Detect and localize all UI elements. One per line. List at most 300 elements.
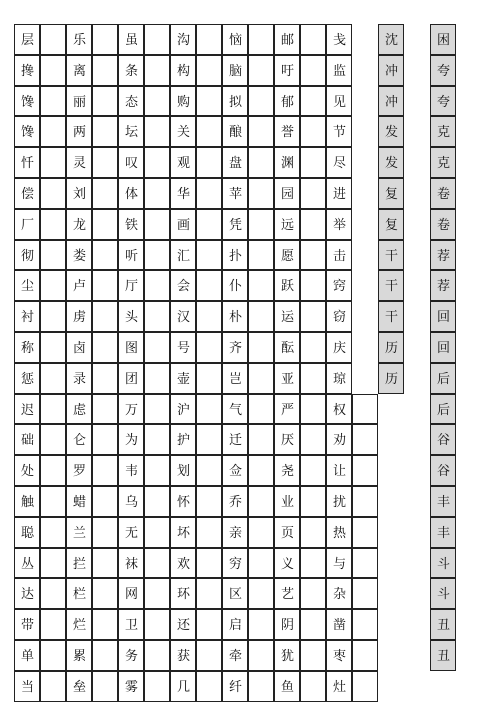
blank-cell xyxy=(196,640,222,671)
blank-cell xyxy=(40,209,66,240)
table-cell xyxy=(274,578,300,609)
blank-cell xyxy=(40,332,66,363)
cell-char: 历 xyxy=(385,341,399,356)
cell-char: 庆 xyxy=(333,341,347,356)
cell-char: 谷 xyxy=(437,433,451,449)
cell-char: 尧 xyxy=(281,464,295,480)
table-cell xyxy=(14,486,40,517)
cell-char: 拟 xyxy=(229,94,243,110)
blank-cell xyxy=(248,394,274,425)
table-cell xyxy=(14,640,40,671)
cell-char: 扑 xyxy=(229,248,243,264)
cell-char: 汇 xyxy=(177,248,191,264)
cell-char: 构 xyxy=(177,63,191,79)
cell-char: 彻 xyxy=(21,248,35,264)
blank-cell xyxy=(248,578,274,609)
cell-char: 恼 xyxy=(229,33,243,48)
table-cell xyxy=(118,209,144,240)
cell-char: 汉 xyxy=(177,310,191,326)
blank-cell xyxy=(196,609,222,640)
table-cell xyxy=(118,116,144,147)
table-cell xyxy=(118,640,144,671)
cell-char: 体 xyxy=(125,187,139,202)
table-cell xyxy=(66,394,92,425)
cell-char: 铁 xyxy=(125,217,139,233)
blank-cell xyxy=(300,640,326,671)
cell-char: 困 xyxy=(437,33,451,48)
cell-char: 环 xyxy=(177,587,191,603)
blank-cell xyxy=(248,116,274,147)
table-cell xyxy=(66,116,92,147)
blank-cell xyxy=(196,332,222,363)
cell-char: 亚 xyxy=(281,371,295,387)
blank-cell xyxy=(352,455,378,486)
cell-char: 复 xyxy=(385,217,399,233)
table-cell xyxy=(222,178,248,209)
shaded-cell xyxy=(430,24,456,55)
table-cell xyxy=(14,86,40,117)
blank-cell xyxy=(248,640,274,671)
blank-cell xyxy=(144,548,170,579)
cell-char: 愿 xyxy=(281,248,295,264)
cell-char: 尘 xyxy=(21,279,35,295)
cell-char: 窃 xyxy=(333,310,347,326)
cell-char: 韦 xyxy=(125,464,139,480)
cell-char: 丑 xyxy=(437,618,451,634)
cell-char: 坏 xyxy=(177,525,191,541)
cell-char: 头 xyxy=(125,310,139,326)
table-cell xyxy=(170,240,196,271)
table-cell xyxy=(222,86,248,117)
cell-char: 万 xyxy=(125,402,139,418)
cell-char: 蜡 xyxy=(73,495,87,510)
cell-char: 搀 xyxy=(21,63,35,79)
table-cell xyxy=(274,55,300,86)
table-cell xyxy=(66,24,92,55)
table-cell xyxy=(14,147,40,178)
cell-char: 干 xyxy=(385,310,399,326)
table-cell xyxy=(66,424,92,455)
blank-cell xyxy=(300,332,326,363)
cell-char: 沪 xyxy=(177,402,191,418)
table-cell xyxy=(14,609,40,640)
table-cell xyxy=(170,55,196,86)
cell-char: 邮 xyxy=(281,33,295,48)
table-cell xyxy=(326,240,352,271)
table-cell xyxy=(66,609,92,640)
cell-char: 刘 xyxy=(73,187,87,202)
blank-cell xyxy=(144,332,170,363)
blank-cell xyxy=(40,640,66,671)
table-cell xyxy=(66,640,92,671)
cell-char: 酝 xyxy=(281,341,295,356)
cell-char: 偿 xyxy=(21,187,35,202)
cell-char: 义 xyxy=(281,556,295,572)
table-cell xyxy=(222,116,248,147)
cell-char: 丛 xyxy=(21,556,35,572)
blank-cell xyxy=(352,424,378,455)
table-cell xyxy=(170,671,196,702)
cell-char: 卫 xyxy=(125,618,139,634)
blank-cell xyxy=(40,147,66,178)
cell-char: 丑 xyxy=(437,649,451,664)
table-cell xyxy=(222,301,248,332)
table-cell xyxy=(222,209,248,240)
table-cell xyxy=(66,55,92,86)
cell-char: 会 xyxy=(177,279,191,295)
cell-char: 斗 xyxy=(437,587,451,603)
cell-char: 达 xyxy=(21,587,35,603)
shaded-cell xyxy=(430,424,456,455)
blank-cell xyxy=(300,455,326,486)
cell-char: 凿 xyxy=(333,618,347,634)
table-cell xyxy=(118,363,144,394)
blank-cell xyxy=(144,178,170,209)
table-cell xyxy=(326,609,352,640)
table-cell xyxy=(222,640,248,671)
table-cell xyxy=(118,455,144,486)
blank-cell xyxy=(144,363,170,394)
blank-cell xyxy=(196,394,222,425)
blank-cell xyxy=(248,178,274,209)
blank-cell xyxy=(196,178,222,209)
table-cell xyxy=(222,240,248,271)
blank-cell xyxy=(144,671,170,702)
table-cell xyxy=(326,640,352,671)
cell-char: 聪 xyxy=(21,525,35,541)
shaded-cell xyxy=(378,209,404,240)
table-cell xyxy=(326,486,352,517)
cell-char: 录 xyxy=(73,371,87,387)
shaded-cell xyxy=(430,363,456,394)
cell-char: 严 xyxy=(281,402,295,418)
cell-char: 欢 xyxy=(177,556,191,572)
table-cell xyxy=(170,455,196,486)
blank-cell xyxy=(196,548,222,579)
table-cell xyxy=(222,55,248,86)
cell-char: 灵 xyxy=(73,156,87,172)
cell-char: 齐 xyxy=(229,341,243,356)
cell-char: 沈 xyxy=(385,33,399,48)
cell-char: 渊 xyxy=(281,156,295,172)
shaded-cell xyxy=(430,86,456,117)
blank-cell xyxy=(196,55,222,86)
table-cell xyxy=(14,240,40,271)
cell-char: 阴 xyxy=(281,618,295,634)
cell-char: 窍 xyxy=(333,279,347,295)
cell-char: 号 xyxy=(177,341,191,356)
cell-char: 烂 xyxy=(73,618,87,634)
blank-cell xyxy=(352,578,378,609)
table-cell xyxy=(118,332,144,363)
cell-char: 触 xyxy=(21,495,35,510)
table-cell xyxy=(14,301,40,332)
blank-cell xyxy=(92,609,118,640)
cell-char: 观 xyxy=(177,156,191,172)
cell-char: 誉 xyxy=(281,125,295,141)
cell-char: 带 xyxy=(21,618,35,634)
cell-char: 岂 xyxy=(229,371,243,387)
cell-char: 气 xyxy=(229,402,243,418)
blank-cell xyxy=(144,609,170,640)
cell-char: 朴 xyxy=(229,310,243,326)
cell-char: 称 xyxy=(21,341,35,356)
table-cell xyxy=(14,270,40,301)
blank-cell xyxy=(196,147,222,178)
cell-char: 荐 xyxy=(437,279,451,295)
blank-cell xyxy=(144,116,170,147)
blank-cell xyxy=(92,178,118,209)
blank-cell xyxy=(352,517,378,548)
cell-char: 乔 xyxy=(229,495,243,510)
table-cell xyxy=(274,116,300,147)
cell-char: 华 xyxy=(177,187,191,202)
cell-char: 仆 xyxy=(229,279,243,295)
blank-cell xyxy=(300,24,326,55)
cell-char: 袜 xyxy=(125,556,139,572)
table-cell xyxy=(66,86,92,117)
blank-cell xyxy=(196,240,222,271)
cell-char: 后 xyxy=(437,402,451,418)
table-cell xyxy=(274,86,300,117)
cell-char: 听 xyxy=(125,248,139,264)
table-cell xyxy=(222,671,248,702)
table-cell xyxy=(326,394,352,425)
cell-char: 牵 xyxy=(229,649,243,664)
cell-char: 团 xyxy=(125,371,139,387)
shaded-cell xyxy=(430,178,456,209)
cell-char: 艺 xyxy=(281,587,295,603)
cell-char: 冲 xyxy=(385,63,399,79)
blank-cell xyxy=(248,363,274,394)
cell-char: 见 xyxy=(333,94,347,110)
cell-char: 区 xyxy=(229,587,243,603)
blank-cell xyxy=(300,86,326,117)
blank-cell xyxy=(144,209,170,240)
cell-char: 运 xyxy=(281,310,295,326)
cell-char: 与 xyxy=(333,556,347,572)
blank-cell xyxy=(248,517,274,548)
table-cell xyxy=(66,270,92,301)
blank-cell xyxy=(92,332,118,363)
cell-char: 后 xyxy=(437,371,451,387)
cell-char: 酿 xyxy=(229,125,243,141)
table-cell xyxy=(222,517,248,548)
table-cell xyxy=(326,116,352,147)
shaded-cell xyxy=(430,240,456,271)
cell-char: 虏 xyxy=(73,310,87,326)
blank-cell xyxy=(196,24,222,55)
table-cell xyxy=(14,24,40,55)
table-cell xyxy=(326,86,352,117)
table-cell xyxy=(14,209,40,240)
cell-char: 枣 xyxy=(333,649,347,664)
table-cell xyxy=(326,578,352,609)
blank-cell xyxy=(248,270,274,301)
table-cell xyxy=(118,86,144,117)
blank-cell xyxy=(144,640,170,671)
cell-char: 惩 xyxy=(21,371,35,387)
cell-char: 划 xyxy=(177,464,191,480)
blank-cell xyxy=(92,548,118,579)
cell-char: 克 xyxy=(437,125,451,141)
table-cell xyxy=(274,609,300,640)
table-cell xyxy=(326,301,352,332)
blank-cell xyxy=(40,363,66,394)
cell-char: 馋 xyxy=(21,125,35,141)
cell-char: 穷 xyxy=(229,556,243,572)
cell-char: 跃 xyxy=(281,279,295,295)
table-cell xyxy=(170,363,196,394)
table-cell xyxy=(66,332,92,363)
shaded-cell xyxy=(430,147,456,178)
shaded-cell xyxy=(430,270,456,301)
blank-cell xyxy=(196,424,222,455)
table-cell xyxy=(118,424,144,455)
table-cell xyxy=(222,363,248,394)
table-cell xyxy=(222,332,248,363)
table-cell xyxy=(274,394,300,425)
cell-char: 护 xyxy=(177,433,191,449)
table-cell xyxy=(170,178,196,209)
blank-cell xyxy=(40,86,66,117)
cell-char: 谷 xyxy=(437,464,451,480)
blank-cell xyxy=(300,240,326,271)
blank-cell xyxy=(40,24,66,55)
cell-char: 灶 xyxy=(333,679,347,695)
cell-char: 热 xyxy=(333,525,347,541)
blank-cell xyxy=(248,332,274,363)
table-cell xyxy=(170,486,196,517)
cell-char: 虽 xyxy=(125,33,139,48)
blank-cell xyxy=(248,455,274,486)
blank-cell xyxy=(92,640,118,671)
table-cell xyxy=(222,24,248,55)
cell-char: 关 xyxy=(177,125,191,141)
table-cell xyxy=(14,178,40,209)
shaded-cell xyxy=(430,332,456,363)
blank-cell xyxy=(92,424,118,455)
cell-char: 业 xyxy=(281,495,295,510)
blank-cell xyxy=(40,517,66,548)
cell-char: 卷 xyxy=(437,187,451,202)
table-cell xyxy=(118,548,144,579)
table-cell xyxy=(274,332,300,363)
cell-char: 衬 xyxy=(21,310,35,326)
table-cell xyxy=(66,517,92,548)
shaded-cell xyxy=(430,55,456,86)
table-cell xyxy=(274,209,300,240)
blank-cell xyxy=(40,270,66,301)
table-cell xyxy=(170,394,196,425)
table-cell xyxy=(274,301,300,332)
cell-char: 条 xyxy=(125,63,139,79)
cell-char: 离 xyxy=(73,63,87,79)
table-cell xyxy=(274,548,300,579)
cell-char: 迁 xyxy=(229,433,243,449)
blank-cell xyxy=(92,671,118,702)
cell-char: 仑 xyxy=(73,433,87,449)
blank-cell xyxy=(248,240,274,271)
cell-char: 鱼 xyxy=(281,679,295,695)
blank-cell xyxy=(40,55,66,86)
table-cell xyxy=(66,671,92,702)
table-cell xyxy=(66,147,92,178)
cell-char: 卷 xyxy=(437,217,451,233)
blank-cell xyxy=(40,455,66,486)
cell-char: 栏 xyxy=(73,587,87,603)
table-cell xyxy=(274,455,300,486)
table-cell xyxy=(118,671,144,702)
shaded-cell xyxy=(378,147,404,178)
shaded-cell xyxy=(430,548,456,579)
shaded-cell xyxy=(430,609,456,640)
blank-cell xyxy=(196,671,222,702)
blank-cell xyxy=(300,55,326,86)
blank-cell xyxy=(40,609,66,640)
table-cell xyxy=(170,86,196,117)
table-cell xyxy=(170,424,196,455)
table-cell xyxy=(326,671,352,702)
cell-char: 雾 xyxy=(125,679,139,695)
table-cell xyxy=(222,424,248,455)
table-cell xyxy=(222,147,248,178)
blank-cell xyxy=(352,640,378,671)
table-cell xyxy=(326,548,352,579)
cell-char: 克 xyxy=(437,156,451,172)
blank-cell xyxy=(40,671,66,702)
blank-cell xyxy=(300,394,326,425)
blank-cell xyxy=(248,548,274,579)
cell-char: 夸 xyxy=(437,63,451,79)
shaded-cell xyxy=(378,301,404,332)
table-cell xyxy=(14,394,40,425)
cell-char: 监 xyxy=(333,63,347,79)
cell-char: 回 xyxy=(437,341,451,356)
cell-char: 纤 xyxy=(229,679,243,695)
blank-cell xyxy=(40,116,66,147)
cell-char: 远 xyxy=(281,217,295,233)
table-cell xyxy=(274,24,300,55)
table-cell xyxy=(118,55,144,86)
cell-char: 干 xyxy=(385,248,399,264)
blank-cell xyxy=(248,24,274,55)
cell-char: 乐 xyxy=(73,33,87,48)
table-cell xyxy=(14,363,40,394)
shaded-cell xyxy=(430,640,456,671)
blank-cell xyxy=(300,178,326,209)
table-cell xyxy=(326,270,352,301)
table-cell xyxy=(222,548,248,579)
shaded-cell xyxy=(378,55,404,86)
cell-char: 发 xyxy=(385,156,399,172)
table-cell xyxy=(274,671,300,702)
cell-char: 回 xyxy=(437,310,451,326)
blank-cell xyxy=(144,517,170,548)
cell-char: 启 xyxy=(229,618,243,634)
blank-cell xyxy=(40,301,66,332)
cell-char: 网 xyxy=(125,587,139,603)
blank-cell xyxy=(248,609,274,640)
table-cell xyxy=(14,671,40,702)
cell-char: 夸 xyxy=(437,94,451,110)
table-cell xyxy=(274,178,300,209)
cell-char: 杂 xyxy=(333,587,347,603)
blank-cell xyxy=(196,578,222,609)
blank-cell xyxy=(40,240,66,271)
blank-cell xyxy=(92,455,118,486)
blank-cell xyxy=(92,86,118,117)
